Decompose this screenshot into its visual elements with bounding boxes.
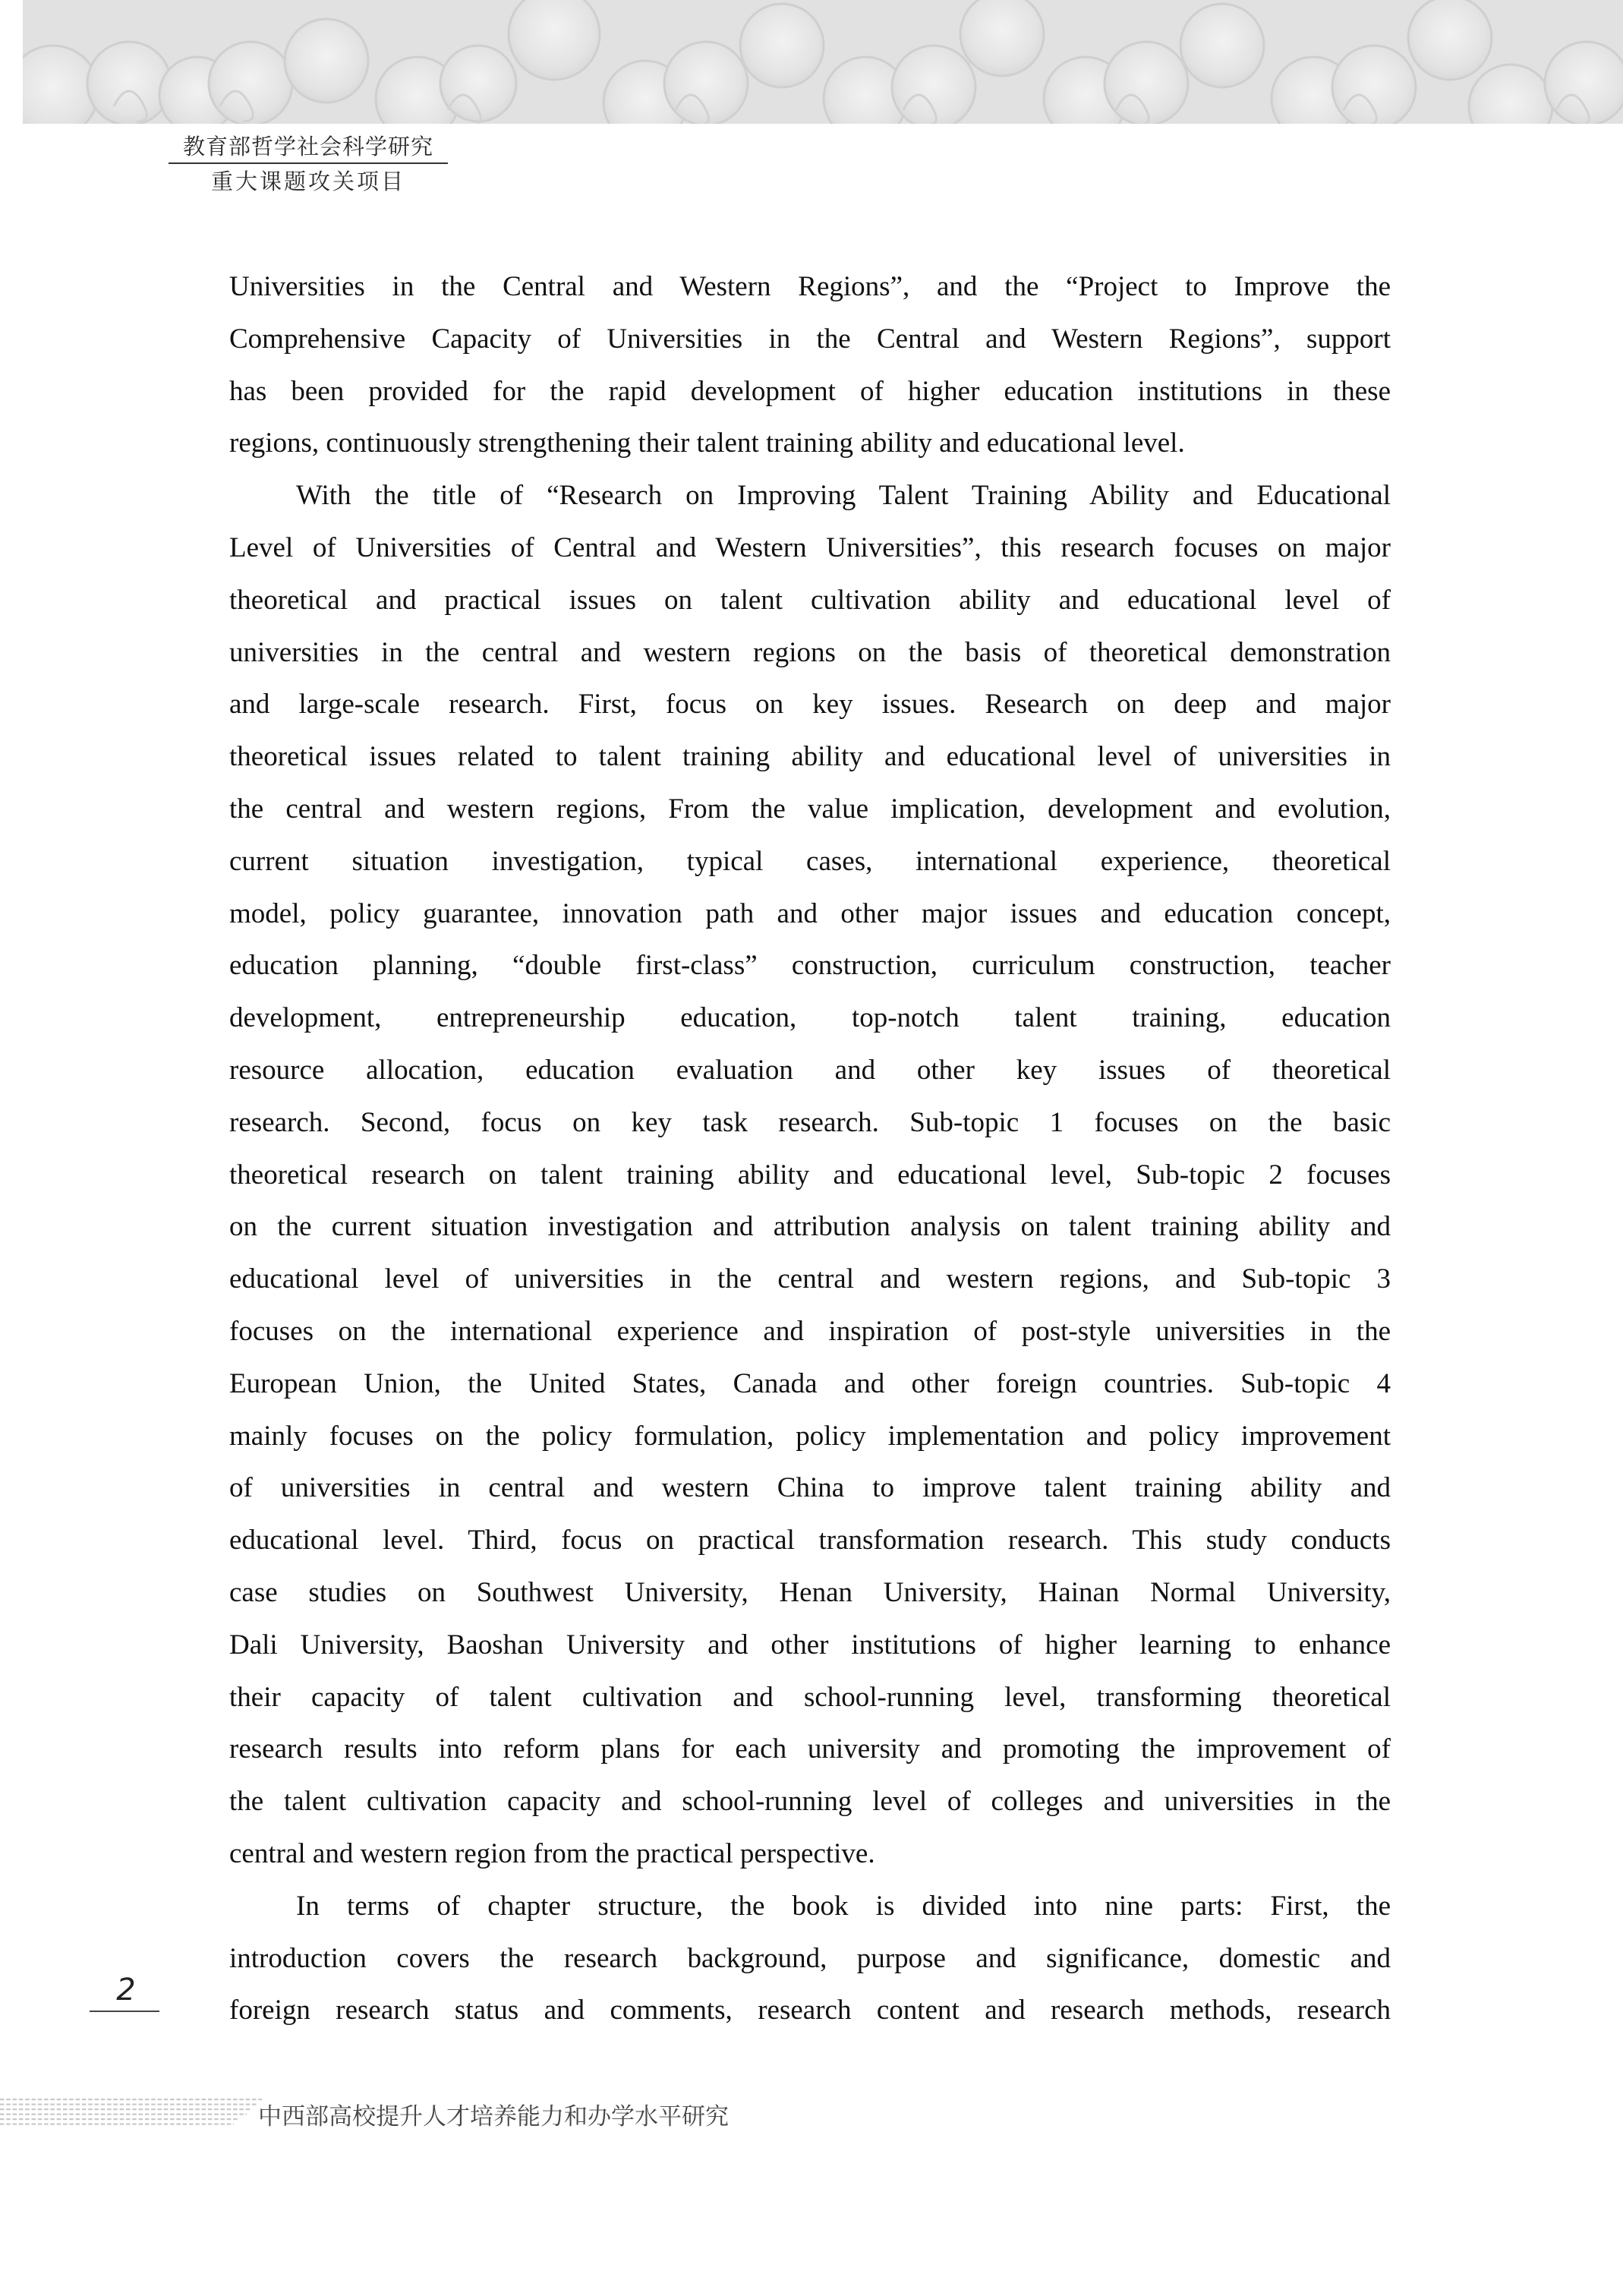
text-line: regions, continuously strengthening their talent training ability and educational level.	[229, 427, 1185, 459]
text-line: their capacity of talent cultivation and school-running level, transforming theoretical	[229, 1681, 1391, 1713]
text-line: has been provided for the rapid development of higher education institutions in these	[229, 375, 1391, 407]
text-line: model, policy guarantee, innovation path and other major issues and education concept,	[229, 897, 1391, 929]
text-line: Universities in the Central and Western Regions”, and the “Project to Improve the	[229, 271, 1391, 302]
text-line: theoretical and practical issues on talent cultivation ability and educational level of	[229, 584, 1391, 616]
text-line: current situation investigation, typical cases, international experience, theoretical	[229, 845, 1391, 877]
page-number-value: 2	[116, 1973, 136, 2007]
text-line: introduction covers the research background, purpose and significance, domestic and	[229, 1942, 1391, 1974]
text-line: the central and western regions, From the value implication, development and evolution,	[229, 793, 1391, 825]
text-line: theoretical research on talent training ability and educational level, Sub-topic 2 focuses	[229, 1159, 1391, 1191]
text-line: mainly focuses on the policy formulation, policy implementation and policy improvement	[229, 1420, 1391, 1452]
text-line: the talent cultivation capacity and school-running level of colleges and universities in the	[229, 1786, 1391, 1818]
text-line: theoretical issues related to talent training ability and educational level of universities in	[229, 741, 1391, 773]
text-line: central and western region from the practical perspective.	[229, 1837, 875, 1869]
text-line: educational level of universities in the central and western regions, and Sub-topic 3	[229, 1263, 1391, 1295]
text-line: Dali University, Baoshan University and other institutions of higher learning to enhance	[229, 1629, 1391, 1660]
text-line: and large-scale research. First, focus on key issues. Research on deep and major	[229, 689, 1391, 721]
running-head	[169, 132, 448, 196]
cloud-pattern-icon	[23, 0, 1623, 124]
text-line: foreign research status and comments, research content and research methods, research	[229, 1995, 1391, 2026]
text-line: case studies on Southwest University, Henan University, Hainan Normal University,	[229, 1576, 1391, 1608]
series-title-line2: 重大课题攻关项目	[210, 169, 405, 194]
text-line: education planning, “double first-class” construction, curriculum construction, teacher	[229, 950, 1391, 982]
text-line: Level of Universities of Central and Western Universities”, this research focuses on major	[229, 531, 1391, 563]
text-line: European Union, the United States, Canada and other foreign countries. Sub-topic 4	[229, 1367, 1391, 1399]
text-line: on the current situation investigation and attribution analysis on talent training ability and	[229, 1211, 1391, 1243]
text-line: research. Second, focus on key task research. Sub-topic 1 focuses on the basic	[229, 1106, 1391, 1138]
page-number	[90, 1973, 162, 2012]
body-text	[229, 261, 1391, 2037]
page-number-underline	[90, 2011, 159, 2012]
text-line: educational level. Third, focus on practical transformation research. This study conducts	[229, 1525, 1391, 1556]
footer-book-title: 中西部高校提升人才培养能力和办学水平研究	[258, 2103, 729, 2130]
paragraph-3	[229, 1881, 1391, 2037]
text-line: Comprehensive Capacity of Universities in the Central and Western Regions”, support	[229, 323, 1391, 355]
series-title-line1: 教育部哲学社会科学研究	[182, 134, 433, 159]
text-line: With the title of “Research on Improving Talent Training Ability and Educational	[296, 480, 1391, 512]
text-line: In terms of chapter structure, the book is divided into nine parts: First, the	[296, 1890, 1391, 1922]
text-line: focuses on the international experience and inspiration of post-style universities in the	[229, 1315, 1391, 1347]
footer	[0, 2097, 759, 2130]
text-line: resource allocation, education evaluation and other key issues of theoretical	[229, 1054, 1391, 1086]
running-head-divider	[169, 162, 448, 164]
paragraph-2	[229, 470, 1391, 1881]
paragraph-1	[229, 261, 1391, 470]
text-line: universities in the central and western regions on the basis of theoretical demonstration	[229, 636, 1391, 668]
text-line: of universities in central and western China to improve talent training ability and	[229, 1472, 1391, 1504]
text-line: research results into reform plans for each university and promoting the improvement of	[229, 1733, 1391, 1765]
cloud-pattern-header-banner	[23, 0, 1623, 124]
text-line: development, entrepreneurship education, top-notch talent training, education	[229, 1002, 1391, 1034]
dotted-bars-icon	[0, 2099, 262, 2126]
